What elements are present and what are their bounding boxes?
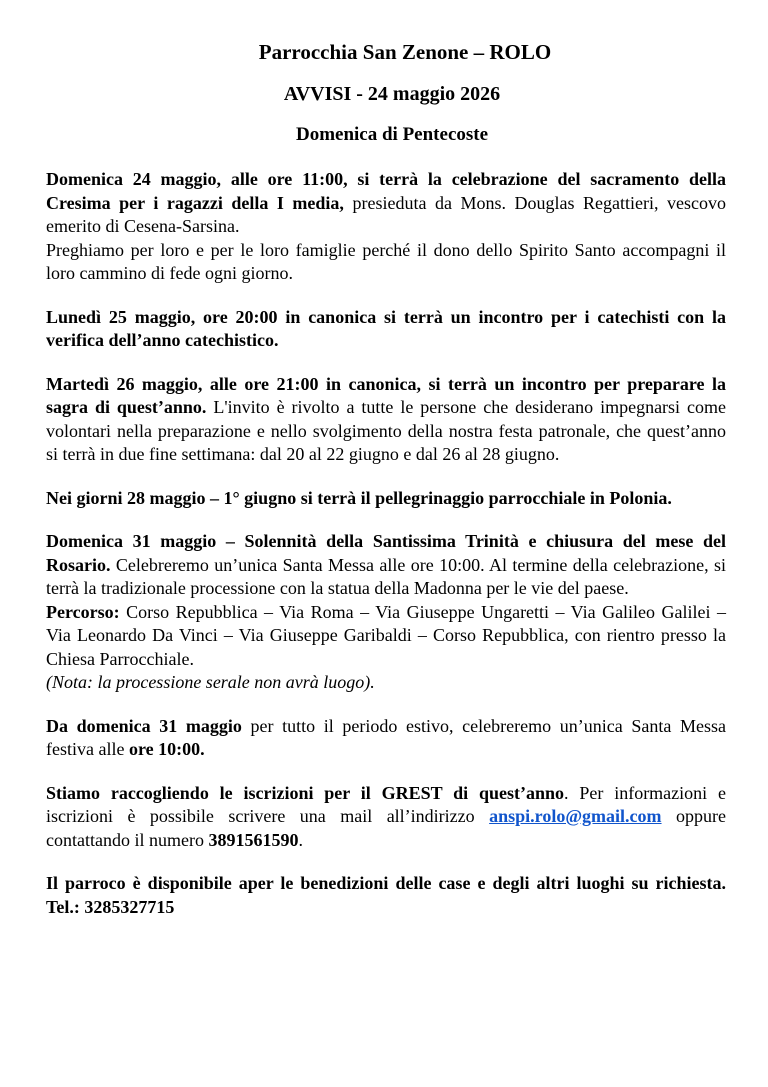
notice-benedizioni bbox=[46, 872, 726, 919]
notice-cresima-prayer: Preghiamo per loro e per le loro famiglie perché il dono dello Spirito Santo accompagni il loro cammino di fede ogni giorno. bbox=[46, 239, 726, 283]
notice-benedizioni-bold: Il parroco è disponibile aper le benedizioni delle case e degli altri luoghi su richiesta. Tel.: 3285327715 bbox=[46, 873, 726, 917]
notice-percorso bbox=[46, 601, 726, 672]
notice-trinita bbox=[46, 530, 726, 601]
notice-sagra-bold: Martedì 26 maggio, alle ore 21:00 in canonica, si terrà un incontro per preparare la sagra di quest’anno. bbox=[46, 373, 726, 417]
notice-trinita-text: Celebreremo un’unica Santa Messa alle ore 10:00. Al termine della celebrazione, si terrà la tradizionale processione con la statua della Madonna per le vie del paese. bbox=[46, 554, 726, 598]
notice-pellegrinaggio-bold: Nei giorni 28 maggio – 1° giugno si terrà il pellegrinaggio parrocchiale in Polonia. bbox=[46, 487, 672, 508]
notice-sagra bbox=[46, 373, 726, 467]
notice-pellegrinaggio bbox=[46, 487, 726, 511]
notice-grest-text2: oppure contattando il numero bbox=[46, 806, 726, 850]
percorso-label: Percorso: bbox=[46, 601, 120, 622]
notice-trinita-bold: Domenica 31 maggio – Solennità della Santissima Trinità e chiusura del mese del Rosario. bbox=[46, 531, 726, 575]
notice-cresima-text: presieduta da Mons. Douglas Regattieri, vescovo emerito di Cesena-Sarsina. bbox=[46, 192, 726, 236]
percorso-text: Corso Repubblica – Via Roma – Via Giuseppe Ungaretti – Via Galileo Galilei – Via Leonardo Da Vinci – Via Giuseppe Garibaldi – Corso Repubblica, con rientro presso la Chiesa Parrocchiale. bbox=[46, 601, 726, 669]
bulletin-page bbox=[46, 38, 726, 919]
email-link[interactable]: anspi.rolo@gmail.com bbox=[489, 806, 662, 826]
notice-estivo-time: ore 10:00. bbox=[128, 739, 205, 759]
feast-title: Domenica di Pentecoste bbox=[295, 124, 489, 145]
notice-cresima-bold: Domenica 24 maggio, alle ore 11:00, si terrà la celebrazione del sacramento della Cresima per i ragazzi della I media, bbox=[46, 169, 726, 213]
notice-grest bbox=[46, 782, 726, 853]
notice-sagra-text: L'invito è rivolto a tutte le persone che desiderano impegnarsi come volontari nella preparazione e nello svolgimento della nostra festa patronale, che quest’anno si terrà in due fine settimana: dal 20 al 22 giugno e dal 26 al 28 giugno. bbox=[46, 397, 726, 464]
notice-grest-bold: Stiamo raccogliendo le iscrizioni per il GREST di quest’anno bbox=[46, 782, 565, 803]
notice-grest-text: . Per informazioni e iscrizioni è possibile scrivere una mail all’indirizzo bbox=[46, 782, 726, 826]
notice-estivo-bold: Da domenica 31 maggio bbox=[46, 715, 242, 736]
parish-title: Parrocchia San Zenone – ROLO bbox=[258, 40, 552, 64]
notice-grest-text3: . bbox=[298, 829, 303, 850]
notice-estivo bbox=[46, 715, 726, 762]
notice-estivo-text: per tutto il periodo estivo, celebreremo un’unica Santa Messa festiva alle bbox=[46, 715, 726, 759]
notice-catechisti bbox=[46, 306, 726, 353]
grest-phone: 3891561590 bbox=[208, 829, 299, 850]
avvisi-title: AVVISI - 24 maggio 2026 bbox=[283, 83, 501, 105]
notice-catechisti-bold: Lunedì 25 maggio, ore 20:00 in canonica si terrà un incontro per i catechisti con la verifica dell’anno catechistico. bbox=[46, 306, 726, 350]
notice-nota: (Nota: la processione serale non avrà luogo). bbox=[46, 672, 375, 692]
notice-cresima bbox=[46, 168, 726, 239]
